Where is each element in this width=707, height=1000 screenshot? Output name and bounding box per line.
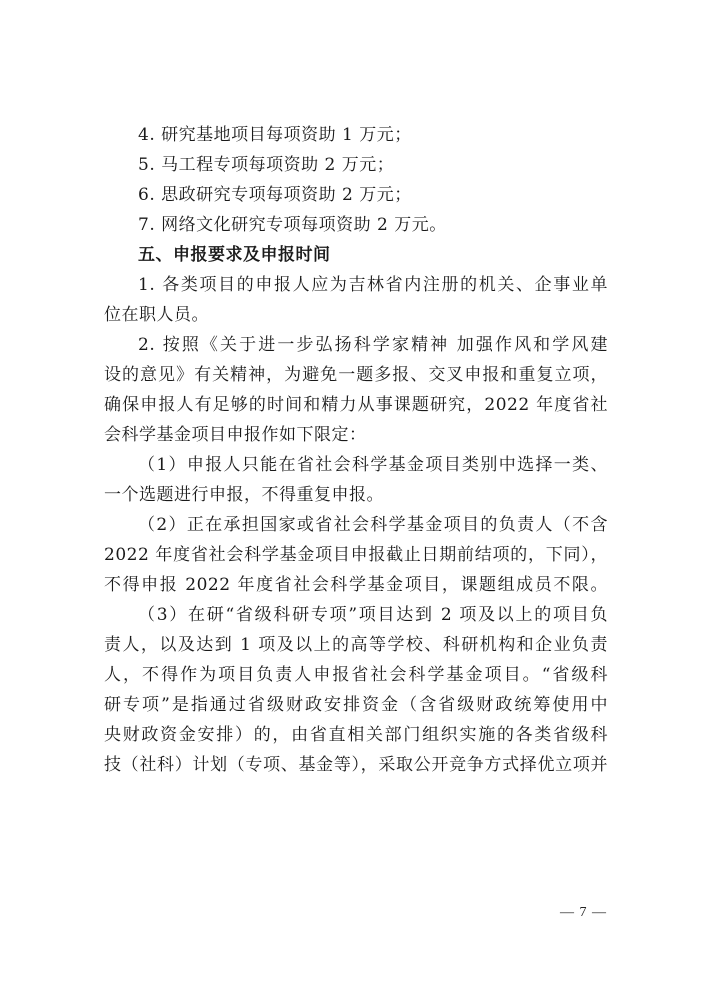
text-line: （2）正在承担国家或省社会科学基金项目的负责人（不含: [138, 515, 608, 535]
text-line: 4. 研究基地项目每项资助 1 万元；: [138, 125, 412, 145]
text-line: 央财政资金安排）的，由省直相关部门组织实施的各类省级科: [104, 725, 608, 745]
text-line: 1. 各类项目的申报人应为吉林省内注册的机关、企事业单: [138, 275, 608, 295]
text-line: 设的意见》有关精神，为避免一题多报、交叉申报和重复立项，: [104, 365, 608, 385]
section-heading: 五、申报要求及申报时间: [138, 245, 331, 265]
text-line: 不得申报 2022 年度省社会科学基金项目，课题组成员不限。: [104, 575, 608, 595]
text-line: 6. 思政研究专项每项资助 2 万元；: [138, 185, 412, 205]
page-number: — 7 —: [560, 905, 607, 920]
text-line: （3）在研“省级科研专项”项目达到 2 项及以上的项目负: [138, 605, 608, 625]
text-line: 一个选题进行申报，不得重复申报。: [104, 485, 384, 505]
text-line: （1）申报人只能在省社会科学基金项目类别中选择一类、: [138, 455, 608, 475]
text-line: 人，不得作为项目负责人申报省社会科学基金项目。“省级科: [104, 665, 608, 685]
text-line: 5. 马工程专项每项资助 2 万元；: [138, 155, 395, 175]
text-line: 责人，以及达到 1 项及以上的高等学校、科研机构和企业负责: [104, 635, 608, 655]
text-line: 7. 网络文化研究专项每项资助 2 万元。: [138, 215, 447, 235]
text-line: 确保申报人有足够的时间和精力从事课题研究，2022 年度省社: [104, 395, 608, 415]
text-line: 研专项”是指通过省级财政安排资金（含省级财政统筹使用中: [104, 695, 608, 715]
text-line: 位在职人员。: [104, 305, 209, 325]
text-line: 技（社科）计划（专项、基金等），采取公开竞争方式择优立项并: [104, 755, 608, 775]
text-line: 2. 按照《关于进一步弘扬科学家精神 加强作风和学风建: [138, 335, 608, 355]
document-body: [104, 120, 608, 780]
text-line: 2022 年度省社会科学基金项目申报截止日期前结项的，下同），: [104, 545, 608, 565]
text-line: 会科学基金项目申报作如下限定：: [104, 425, 367, 445]
